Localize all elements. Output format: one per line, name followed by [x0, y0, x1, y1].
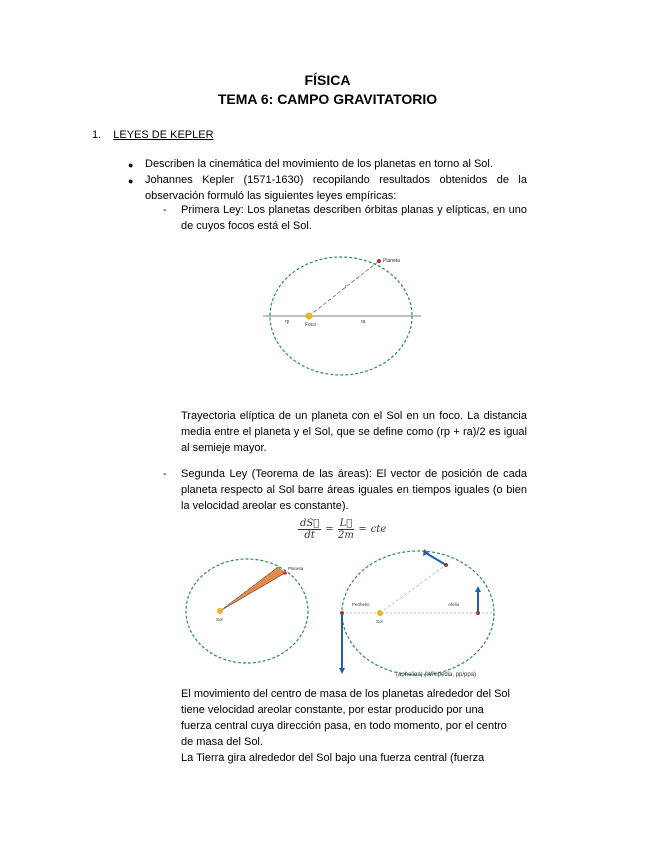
ra-label: ra: [361, 319, 366, 325]
section-heading: [92, 129, 214, 141]
closing-line: El movimiento del centro de masa de los planetas alrededor del Sol: [181, 688, 510, 700]
formula-rhs-denominator: 2m: [338, 530, 354, 541]
sun-icon: [306, 313, 313, 320]
planet-dot: [283, 571, 287, 575]
r-label: r: [345, 284, 347, 290]
closing-line: fuerza central cuya dirección pasa, en todo momento, por el centro: [181, 720, 507, 732]
section-title: LEYES DE KEPLER: [113, 129, 214, 141]
formula-equals: =: [358, 524, 367, 535]
page-title: TEMA 6: CAMPO GRAVITATORIO: [217, 91, 438, 107]
section-number: 1.: [92, 129, 102, 141]
first-law-caption: Trayectoria elíptica de un planeta con el Sol en un foco. La distancia media entre el planeta y el Sol, que se define como (rp + ra)/2 es igual al semieje mayor.: [181, 410, 527, 454]
areolar-velocity-formula: [298, 518, 386, 541]
formula-constant: cte: [370, 524, 387, 535]
sun-label: Sol: [216, 617, 223, 622]
page-subject: FÍSICA: [304, 72, 351, 88]
closing-paragraph: [181, 686, 531, 766]
formula-equals: =: [325, 524, 334, 535]
sun-icon: [217, 608, 223, 614]
bullet-item-2: Johannes Kepler (1571-1630) recopilando resultados obtenidos de la observación formuló las siguientes leyes empíricas:: [145, 174, 527, 202]
orbit-ellipse: [186, 559, 308, 663]
swept-area-diagram: [184, 556, 312, 666]
swept-area: [220, 567, 285, 611]
radius-vector: [220, 573, 285, 611]
velocity-diagram: [338, 548, 498, 683]
planet-dot: [377, 259, 381, 263]
first-law-text: Primera Ley: Los planetas describen órbitas planas y elípticas, en uno de cuyos focos está el Sol.: [181, 204, 527, 232]
aphelion-label: Afelio: [448, 602, 460, 607]
radius-vector: [309, 261, 379, 316]
bullet-item-1: Describen la cinemática del movimiento de los planetas en torno al Sol.: [145, 158, 493, 170]
focus-label: Foco: [305, 322, 317, 328]
sun-label: Sol: [376, 619, 383, 624]
vector-arrowhead: [475, 586, 481, 592]
bullet-dot: ●: [128, 160, 134, 170]
law-dash: -: [163, 204, 167, 216]
ellipse-orbit-diagram: [255, 248, 427, 378]
radius-vector: [220, 567, 278, 611]
image-credit: (aphelion) (Wikipedia, pp/ppa): [396, 672, 477, 678]
rp-label: rp: [285, 319, 290, 325]
sun-icon: [377, 610, 383, 616]
perihelion-label: Perihelio: [352, 602, 370, 607]
closing-line: La Tierra gira alrededor del Sol bajo una fuerza central (fuerza: [181, 752, 485, 764]
radius-vector: [380, 565, 446, 613]
formula-lhs-numerator: dS⃗: [300, 518, 320, 529]
planet-label: Planeta: [288, 566, 304, 571]
planet-label: Planeta: [383, 258, 400, 264]
formula-lhs-denominator: dt: [304, 530, 315, 541]
second-law-text: Segunda Ley (Teorema de las áreas): El vector de posición de cada planeta respecto al Sol barre áreas iguales en tiempos iguales (o bien la velocidad areolar es constante).: [181, 468, 527, 512]
closing-line: de masa del Sol.: [181, 736, 263, 748]
closing-line: tiene velocidad areolar constante, por estar producido por una: [181, 704, 484, 716]
bullet-dot: ●: [128, 176, 134, 186]
law-dash: -: [163, 468, 167, 480]
formula-rhs-numerator: L⃗: [339, 518, 353, 529]
vector-arrowhead: [339, 668, 345, 674]
